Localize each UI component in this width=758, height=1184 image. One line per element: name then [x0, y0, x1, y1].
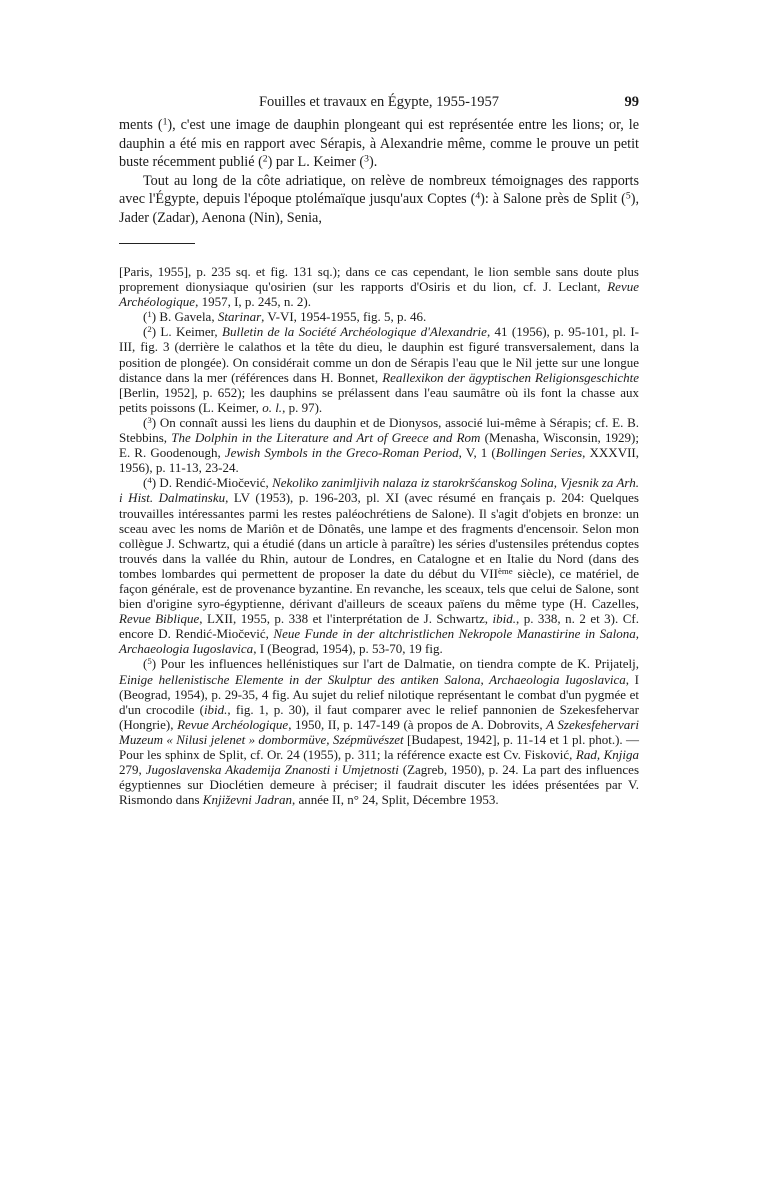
footnote: ($^4$) D. Rendić-Miočević, Nekoliko zanimljivih nalaza iz starokršćanskog Solina, Vjesnik za Arh. i Hist. Dalmatinsku, LV (1953), p. 196-203, pl. XI (avec résumé en français p. 204: Quelques trouvailles intéressantes parmi les restes paléochrétiens de Salone). Il s'agit d'objets en bronze: un sceau avec les noms de Mariôn et de Dônatês, une lampe et des fragments d'encensoir. Selon mon collègue J. Schwartz, qui a étudié (dans un article à paraître) les séries d'ustensiles prétendus coptes trouvés dans la vallée du Rhin, autour de Londres, en Catalogne et en Italie du Nord (dans des tombes lombardes qui permettent de proposer la date du début du VIIème siècle), ce matériel, de façon générale, est de provenance byzantine. En revanche, les sceaux, tels que celui de Salone, sont bien d'origine syro-égyptienne, dérivant d'ailleurs de sceaux païens du même type (H. Cazelles, Revue Biblique, LXII, 1955, p. 338 et l'interprétation de J. Schwartz, ibid., p. 338, n. 2 et 3). Cf. encore D. Rendić-Miočević, Neue Funde in der altchristlichen Nekropole Manastirine in Salona, Archaeologia Iugoslavica, I (Beograd, 1954), p. 53-70, 19 fig.	[119, 475, 640, 657]
footnote: ($^5$) Pour les influences hellénistiques sur l'art de Dalmatie, on tiendra compte de K. Prijatelj, Einige hellenistische Elemente in der Skulptur des antiken Salona, Archaeologia Iugoslavica, I (Beograd, 1954), p. 29-35, 4 fig. Au sujet du relief nilotique représentant le combat d'un pygmée et d'un crocodile (ibid., fig. 1, p. 30), il faut comparer avec le relief pannonien de Szekesfehervar (Hongrie), Revue Archéologique, 1950, II, p. 147-149 (à propos de A. Dobrovits, A Szekesfehervari Muzeum « Nilusi jelenet » dombormüve, Szépmüvészet [Budapest, 1942], p. 11-14 et 1 pl. phot.). — Pour les sphinx de Split, cf. Or. 24 (1955), p. 311; la référence exacte est Cv. Fisković, Rad, Knjiga 279, Jugoslavenska Akademija Znanosti i Umjetnosti (Zagreb, 1950), p. 24. La part des influences égyptiennes sur Dioclétien demeure à préciser; il faudrait discuter les idées présentées par V. Rismondo dans Književni Jadran, année II, n° 24, Split, Décembre 1953.	[119, 656, 639, 808]
running-header	[119, 94, 639, 116]
main-text	[119, 116, 639, 227]
footnote: ($^2$) L. Keimer, Bulletin de la Société Archéologique d'Alexandrie, 41 (1956), p. 95-101, pl. I-III, fig. 3 (derrière le calathos et la tête du dieu, le dauphin est figuré transversalement, dans la position de plongée). On considérait comme un don de Sérapis l'eau que le Nil jette sur une longue distance dans la mer (références dans H. Bonnet, Reallexikon der ägyptischen Religionsgeschichte [Berlin, 1952], p. 652); les dauphins se prélassent dans l'eau saumâtre où ils font la chasse aux petits poissons (L. Keimer, o. l., p. 97).	[119, 324, 639, 415]
footnote: ($^1$) B. Gavela, Starinar, V-VI, 1954-1955, fig. 5, p. 46.	[143, 309, 427, 325]
body-paragraph: ments ($^1$), c'est une image de dauphin plongeant qui est représentée entre les lions; or, le dauphin a été mis en rapport avec Sérapis, à Alexandrie même, comme le prouve un petit buste récemment publié ($^2$) par L. Keimer ($^3$).	[119, 116, 639, 170]
footnotes	[119, 264, 639, 807]
page	[119, 94, 639, 807]
footnote-separator	[119, 243, 195, 244]
footnote: ($^3$) On connaît aussi les liens du dauphin et de Dionysos, associé lui-même à Sérapis; cf. E. B. Stebbins, The Dolphin in the Literature and Art of Greece and Rom (Menasha, Wisconsin, 1929); E. R. Goodenough, Jewish Symbols in the Greco-Roman Period, V, 1 (Bollingen Series, XXXVII, 1956), p. 11-13, 23-24.	[119, 414, 639, 476]
body-paragraph: Tout au long de la côte adriatique, on relève de nombreux témoignages des rapports avec l'Égypte, depuis l'époque ptolémaïque jusqu'aux Coptes ($^4$): à Salone près de Split ($^5$), Jader (Zadar), Aenona (Nin), Senia,	[119, 172, 639, 226]
running-title: Fouilles et travaux en Égypte, 1955-1957	[258, 94, 499, 110]
page-number: 99	[624, 94, 639, 110]
footnote: [Paris, 1955], p. 235 sq. et fig. 131 sq.); dans ce cas cependant, le lion semble sans doute plus proprement dionysiaque qu'osirien (sur les rapports d'Osiris et du lion, cf. J. Leclant, Revue Archéologique, 1957, I, p. 245, n. 2).	[119, 264, 639, 310]
